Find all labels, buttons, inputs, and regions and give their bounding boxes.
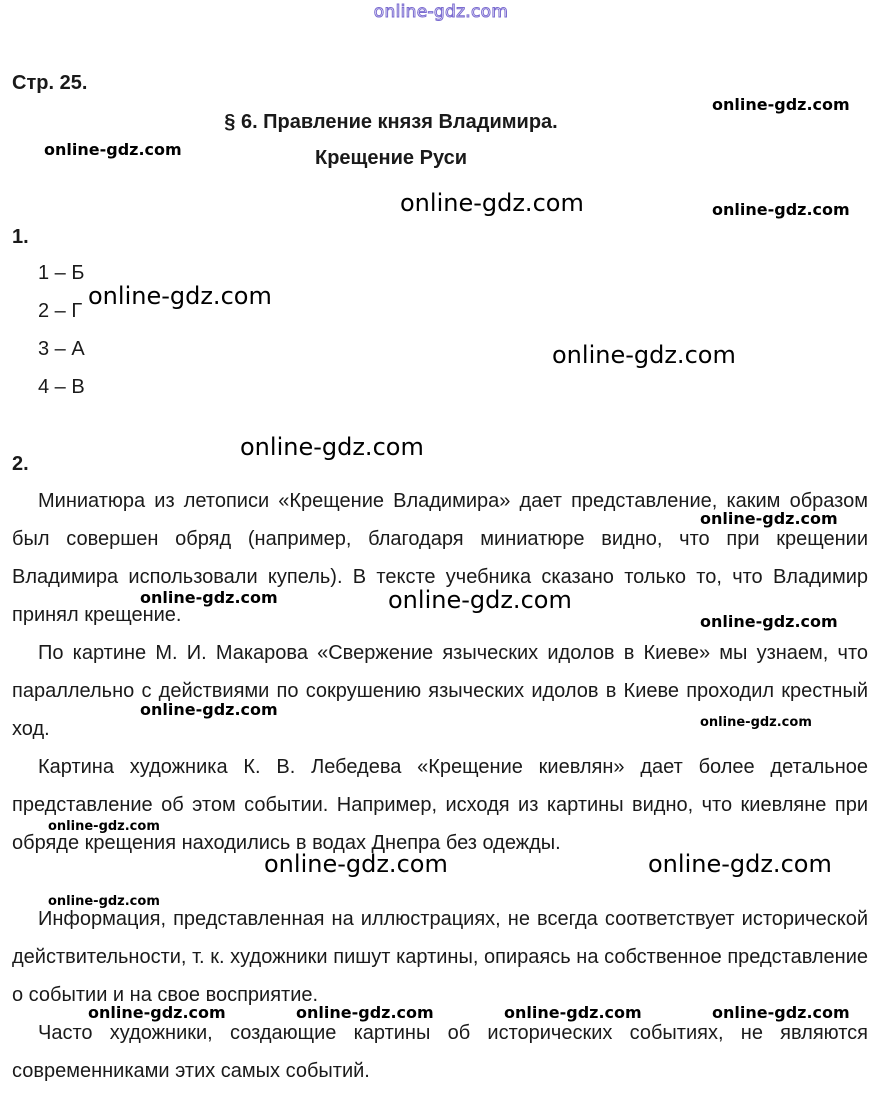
watermark: online-gdz.com xyxy=(140,588,278,607)
watermark: online-gdz.com xyxy=(296,1003,434,1022)
watermark: online-gdz.com xyxy=(712,95,850,114)
question-1-number: 1. xyxy=(12,226,29,248)
watermark: online-gdz.com xyxy=(504,1003,642,1022)
watermark: online-gdz.com xyxy=(140,700,278,719)
watermark: online-gdz.com xyxy=(88,282,272,310)
watermark: online-gdz.com xyxy=(648,850,832,878)
answer-item-2: 2 – Г xyxy=(38,300,83,322)
watermark: online-gdz.com xyxy=(388,586,572,614)
site-header: online-gdz.com xyxy=(373,2,509,22)
section-title: § 6. Правление князя Владимира. xyxy=(224,111,558,133)
section-subtitle: Крещение Руси xyxy=(315,147,467,169)
answer-item-4: 4 – В xyxy=(38,376,85,398)
watermark: online-gdz.com xyxy=(700,509,838,528)
answer-item-1: 1 – Б xyxy=(38,262,85,284)
paragraph-3: Картина художника К. В. Лебедева «Крещение киевлян» дает более детальное представление об этом событии. Например, исходя из картины видно, что киевляне при обряде крещения находились в водах Днепра без одежды. xyxy=(12,756,868,854)
question-2-number: 2. xyxy=(12,453,29,475)
watermark: online-gdz.com xyxy=(240,433,424,461)
watermark: online-gdz.com xyxy=(712,200,850,219)
paragraph-2: По картине М. И. Макарова «Свержение языческих идолов в Киеве» мы узнаем, что параллельно с действиями по сокрушению языческих идолов в Киеве проходил крестный ход. xyxy=(12,642,868,740)
watermark: online-gdz.com xyxy=(44,140,182,159)
watermark: online-gdz.com xyxy=(48,819,160,834)
watermark: online-gdz.com xyxy=(700,715,812,730)
watermark: online-gdz.com xyxy=(700,612,838,631)
watermark: online-gdz.com xyxy=(88,1003,226,1022)
paragraph-5: Часто художники, создающие картины об исторических событиях, не являются современниками этих самых событий. xyxy=(12,1022,868,1082)
paragraph-1: Миниатюра из летописи «Крещение Владимира» дает представление, каким образом был совершен обряд (например, благодаря миниатюре видно, что при крещении Владимира использовали купель). В тексте учебника сказано только то, что Владимир принял крещение. xyxy=(12,490,868,626)
watermark: online-gdz.com xyxy=(400,189,584,217)
paragraph-4: Информация, представленная на иллюстрациях, не всегда соответствует исторической действительности, т. к. художники пишут картины, опираясь на собственное представление о событии и на свое восприятие. xyxy=(12,908,868,1006)
watermark: online-gdz.com xyxy=(552,341,736,369)
answer-item-3: 3 – А xyxy=(38,338,85,360)
watermark: online-gdz.com xyxy=(264,850,448,878)
watermark: online-gdz.com xyxy=(712,1003,850,1022)
watermark: online-gdz.com xyxy=(48,894,160,909)
page-number: Стр. 25. xyxy=(12,72,88,94)
